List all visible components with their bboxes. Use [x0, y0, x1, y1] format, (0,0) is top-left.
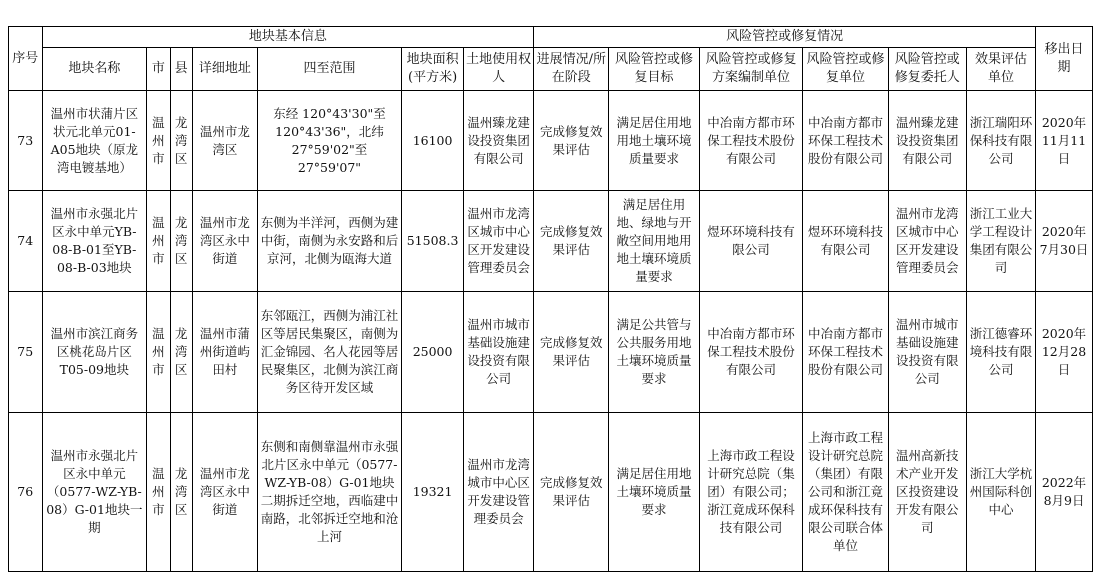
cell-target: 满足公共管与公共服务用地土壤环境质量要求 — [609, 292, 699, 413]
cell-contractor: 上海市政工程设计研究总院（集团）有限公司和浙江竟成环保科技有限公司联合体单位 — [803, 413, 888, 572]
cell-contractor: 中冶南方都市环保工程技术股份有限公司 — [803, 292, 888, 413]
cell-stage: 完成修复效果评估 — [534, 191, 609, 292]
cell-city: 温州市 — [147, 191, 170, 292]
table-row — [9, 292, 1093, 413]
header-boundary: 四至范围 — [257, 48, 401, 91]
cell-date: 2020年12月28日 — [1036, 292, 1093, 413]
header-group-basic: 地块基本信息 — [42, 27, 534, 48]
cell-stage: 完成修复效果评估 — [534, 91, 609, 191]
cell-area: 16100 — [402, 91, 464, 191]
cell-planner: 中冶南方都市环保工程技术股份有限公司 — [699, 91, 803, 191]
header-stage: 进展情况/所在阶段 — [534, 48, 609, 91]
cell-address: 温州市龙湾区永中街道 — [192, 191, 257, 292]
cell-area: 25000 — [402, 292, 464, 413]
cell-county: 龙湾区 — [170, 413, 192, 572]
cell-stage: 完成修复效果评估 — [534, 413, 609, 572]
cell-owner: 温州臻龙建设投资集团有限公司 — [464, 91, 534, 191]
cell-owner: 温州市龙湾城市中心区开发建设管理委员会 — [464, 413, 534, 572]
header-city: 市 — [147, 48, 170, 91]
cell-address: 温州市龙湾区 — [192, 91, 257, 191]
cell-target: 满足居住用地用地土壤环境质量要求 — [609, 91, 699, 191]
cell-area: 51508.3 — [402, 191, 464, 292]
cell-date: 2020年7月30日 — [1036, 191, 1093, 292]
site-table — [8, 26, 1093, 572]
cell-owner: 温州市城市基础设施建设投资有限公司 — [464, 292, 534, 413]
cell-stage: 完成修复效果评估 — [534, 292, 609, 413]
cell-address: 温州市蒲州街道屿田村 — [192, 292, 257, 413]
cell-city: 温州市 — [147, 91, 170, 191]
table-row — [9, 191, 1093, 292]
cell-name: 温州市状蒲片区状元北单元01-A05地块（原龙湾电镀基地） — [42, 91, 147, 191]
cell-county: 龙湾区 — [170, 292, 192, 413]
cell-date: 2022年8月9日 — [1036, 413, 1093, 572]
header-group-risk: 风险管控或修复情况 — [534, 27, 1036, 48]
cell-city: 温州市 — [147, 413, 170, 572]
cell-evaluator: 浙江德睿环境科技有限公司 — [966, 292, 1035, 413]
header-name: 地块名称 — [42, 48, 147, 91]
cell-county: 龙湾区 — [170, 91, 192, 191]
cell-evaluator: 浙江工业大学工程设计集团有限公司 — [966, 191, 1035, 292]
cell-boundary: 东侧和南侧靠温州市永强北片区永中单元（0577-WZ-YB-08）G-01地块二期拆迁空地，西临建中南路，北邻拆迁空地和沧上河 — [257, 413, 401, 572]
cell-contractor: 煜环环境科技有限公司 — [803, 191, 888, 292]
table-row — [9, 91, 1093, 191]
cell-city: 温州市 — [147, 292, 170, 413]
header-no: 序号 — [9, 27, 43, 91]
cell-no: 76 — [9, 413, 43, 572]
header-address: 详细地址 — [192, 48, 257, 91]
cell-no: 75 — [9, 292, 43, 413]
cell-target: 满足居住用地、绿地与开敞空间用地用地土壤环境质量要求 — [609, 191, 699, 292]
cell-client: 温州高新技术产业开发区投资建设开发有限公司 — [888, 413, 966, 572]
header-area: 地块面积(平方米) — [402, 48, 464, 91]
cell-boundary: 东邻瓯江，西侧为浦江社区等居民集聚区，南侧为汇金锦园、名人花园等居民聚集区，北侧为滨江商务区待开发区域 — [257, 292, 401, 413]
cell-name: 温州市永强北片区永中单元YB-08-B-01至YB-08-B-03地块 — [42, 191, 147, 292]
cell-evaluator: 浙江大学杭州国际科创中心 — [966, 413, 1035, 572]
cell-planner: 上海市政工程设计研究总院（集团）有限公司；浙江竟成环保科技有限公司 — [699, 413, 803, 572]
cell-planner: 煜环环境科技有限公司 — [699, 191, 803, 292]
header-evaluator: 效果评估单位 — [966, 48, 1035, 91]
cell-county: 龙湾区 — [170, 191, 192, 292]
header-target: 风险管控或修复目标 — [609, 48, 699, 91]
cell-name: 温州市永强北片区永中单元（0577-WZ-YB-08）G-01地块一期 — [42, 413, 147, 572]
cell-client: 温州市龙湾区城市中心区开发建设管理委员会 — [888, 191, 966, 292]
cell-no: 74 — [9, 191, 43, 292]
cell-address: 温州市龙湾区永中街道 — [192, 413, 257, 572]
header-planner: 风险管控或修复方案编制单位 — [699, 48, 803, 91]
cell-client: 温州臻龙建设投资集团有限公司 — [888, 91, 966, 191]
cell-target: 满足居住用地土壤环境质量要求 — [609, 413, 699, 572]
cell-date: 2020年11月11日 — [1036, 91, 1093, 191]
cell-boundary: 东经 120°43'30"至 120°43'36"，北纬 27°59'02"至 27°59'07" — [257, 91, 401, 191]
header-client: 风险管控或修复委托人 — [888, 48, 966, 91]
table-row — [9, 413, 1093, 572]
cell-owner: 温州市龙湾区城市中心区开发建设管理委员会 — [464, 191, 534, 292]
header-county: 县 — [170, 48, 192, 91]
cell-area: 19321 — [402, 413, 464, 572]
header-owner: 土地使用权人 — [464, 48, 534, 91]
cell-contractor: 中冶南方都市环保工程技术股份有限公司 — [803, 91, 888, 191]
cell-boundary: 东侧为半洋河，西侧为建中街，南侧为永安路和后京河，北侧为瓯海大道 — [257, 191, 401, 292]
header-date: 移出日期 — [1036, 27, 1093, 91]
cell-name: 温州市滨江商务区桃花岛片区T05-09地块 — [42, 292, 147, 413]
cell-no: 73 — [9, 91, 43, 191]
cell-planner: 中冶南方都市环保工程技术股份有限公司 — [699, 292, 803, 413]
cell-evaluator: 浙江瑞阳环保科技有限公司 — [966, 91, 1035, 191]
header-contractor: 风险管控或修复单位 — [803, 48, 888, 91]
cell-client: 温州市城市基础设施建设投资有限公司 — [888, 292, 966, 413]
